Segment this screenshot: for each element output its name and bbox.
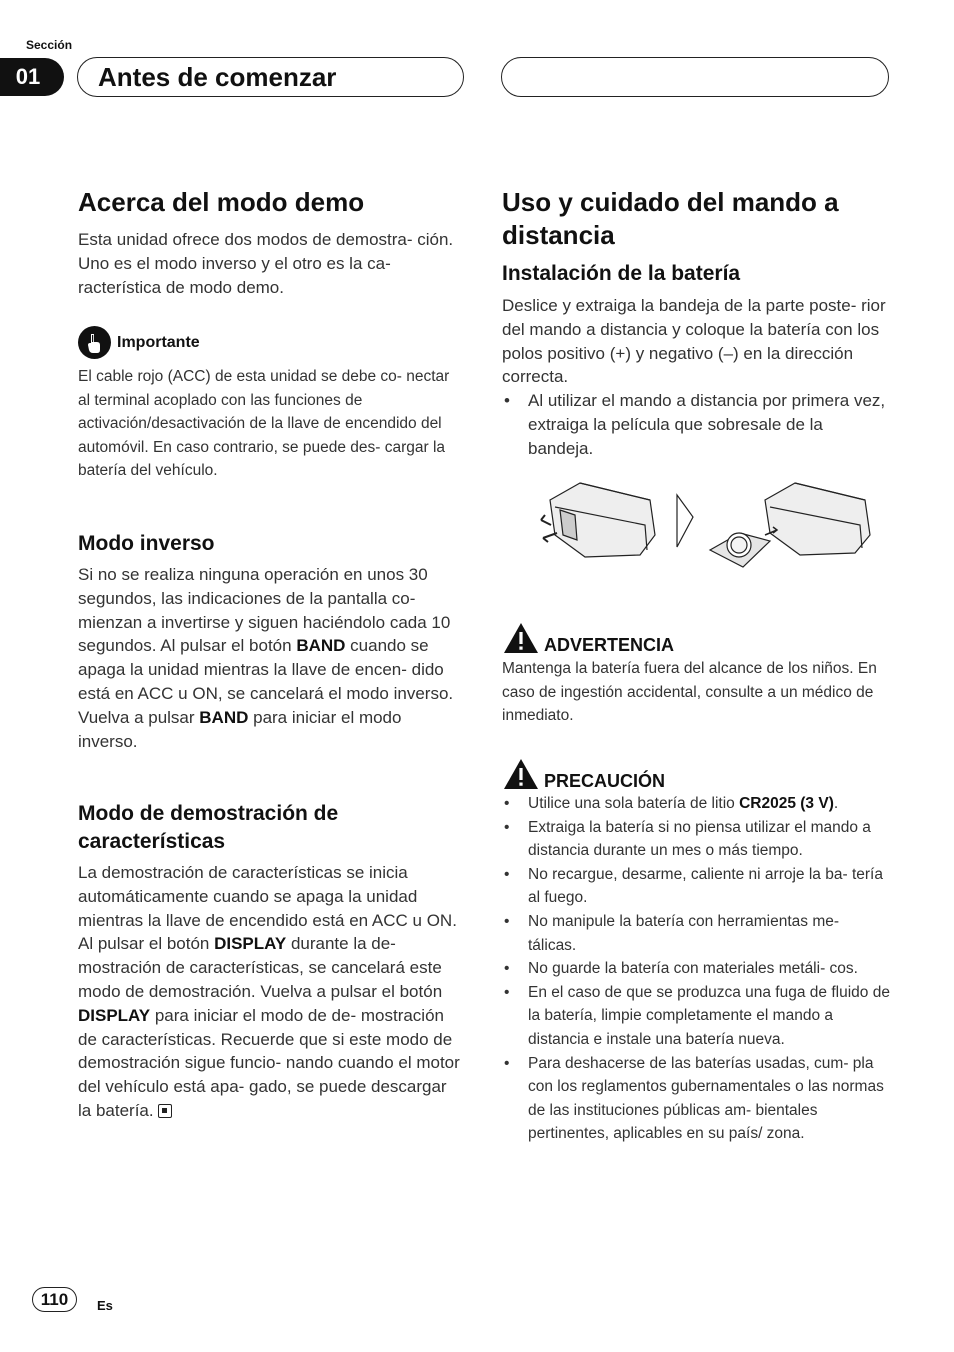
- list-item: • No manipule la batería con herramientas me- tálicas.: [502, 910, 890, 957]
- inverso-text-part: Si no se realiza ninguna operación en unos 30 segundos, las indicaciones de la pantalla co- mienzan a invertirse y siguen haciéndolo cada 10 segundos. Al pulsar el botón: [78, 565, 451, 656]
- inverso-text-part: para iniciar el modo inverso.: [78, 707, 402, 751]
- list-item: • Al utilizar el mando a distancia por primera vez, extraiga la película que sobresale de la bandeja.: [502, 389, 890, 460]
- importante-label: Importante: [117, 333, 200, 351]
- list-item: • En el caso de que se produzca una fuga de fluido de la batería, limpie completamente el mando a distancia e instale una batería nueva.: [502, 981, 890, 1052]
- battery-model: CR2025 (3 V): [739, 795, 834, 812]
- battery-install-text: Deslice y extraiga la bandeja de la parte poste- rior del mando a distancia y coloque la batería con los polos positivo (+) y negativo (–) en la dirección correcta.: [502, 296, 886, 387]
- caract-text-part: para iniciar el modo de de- mostración de características. Recuerde que si este modo de demostración sigue funcio- nando cuando el motor del vehículo está apa- gado, se puede descargar la batería.: [78, 1005, 460, 1120]
- header-empty-pill: [501, 57, 889, 97]
- list-item: • No guarde la batería con materiales metáli- cos.: [502, 957, 890, 981]
- hand-pointer-icon: [78, 326, 111, 359]
- list-item: • Para deshacerse de las baterías usadas, cum- pla con los reglamentos gubernamentales o las normas de las instituciones públicas am- bientales pertinentes, aplicables en su país/ zona.: [502, 1052, 890, 1146]
- precaucion-header: [502, 755, 665, 792]
- language-code: Es: [97, 1298, 113, 1313]
- modo-inverso-text: [78, 563, 464, 753]
- list-item: • No recargue, desarme, caliente ni arroje la ba- tería al fuego.: [502, 863, 890, 910]
- section-number-badge: 01: [0, 58, 64, 96]
- demo-intro-text: Esta unidad ofrece dos modos de demostra- ción. Uno es el modo inverso y el otro es la ca- racterística de modo demo.: [78, 230, 454, 297]
- inverso-text-part: cuando se apaga la unidad mientras la llave de encen- dido está en ACC u ON, se cancelará el modo inverso. Vuelva a pulsar: [78, 636, 454, 727]
- importante-note-header: [78, 326, 200, 359]
- list-item: [502, 792, 890, 816]
- caracteristicas-heading: Modo de demostración de características: [78, 802, 339, 853]
- caract-text-part: La demostración de características se inicia automáticamente cuando se apaga la unidad mientras la llave de encendido está en ACC u ON. Al pulsar el botón: [78, 863, 457, 954]
- band-button-ref: BAND: [296, 636, 346, 656]
- end-of-section-icon: [158, 1104, 172, 1118]
- caracteristicas-text: [78, 861, 464, 1123]
- caract-text-part: durante la de- mostración de características, se cancelará este modo de demostración. Vuelva a pulsar el botón: [78, 934, 443, 1001]
- warning-triangle-icon: [502, 757, 540, 791]
- band-button-ref: BAND: [199, 707, 249, 727]
- display-button-ref: DISPLAY: [78, 1005, 151, 1025]
- list-item: • Extraiga la batería si no piensa utilizar el mando a distancia durante un mes o más tiempo.: [502, 816, 890, 863]
- section-label: Sección: [26, 38, 73, 52]
- importante-text: El cable rojo (ACC) de esta unidad se debe co- nectar al terminal acoplado con las funciones de activación/desactivación de la llave de encendido del automóvil. En caso contrario, se puede des- cargar la batería del vehículo.: [78, 368, 450, 480]
- precaucion-bullets: [502, 792, 890, 1146]
- warning-triangle-icon: [502, 621, 540, 655]
- advertencia-label: ADVERTENCIA: [544, 635, 675, 655]
- section-title: [77, 57, 464, 97]
- prec-text-part: Utilice una sola batería de litio: [528, 795, 740, 812]
- remote-care-heading: Uso y cuidado del mando a distancia: [502, 187, 839, 250]
- battery-install-bullets: [502, 389, 890, 460]
- advertencia-header: [502, 619, 674, 656]
- battery-install-illustration: [515, 475, 875, 585]
- battery-install-heading: Instalación de la batería: [502, 262, 741, 285]
- precaucion-label: PRECAUCIÓN: [544, 771, 666, 791]
- advertencia-text: Mantenga la batería fuera del alcance de los niños. En caso de ingestión accidental, consulte a un médico de inmediato.: [502, 660, 877, 725]
- page-number: 110: [32, 1287, 77, 1312]
- demo-mode-heading: Acerca del modo demo: [78, 187, 365, 217]
- prec-text-part: .: [833, 795, 839, 812]
- modo-inverso-heading: Modo inverso: [78, 532, 215, 555]
- section-title-text: Antes de comenzar: [98, 61, 337, 92]
- display-button-ref: DISPLAY: [214, 934, 287, 954]
